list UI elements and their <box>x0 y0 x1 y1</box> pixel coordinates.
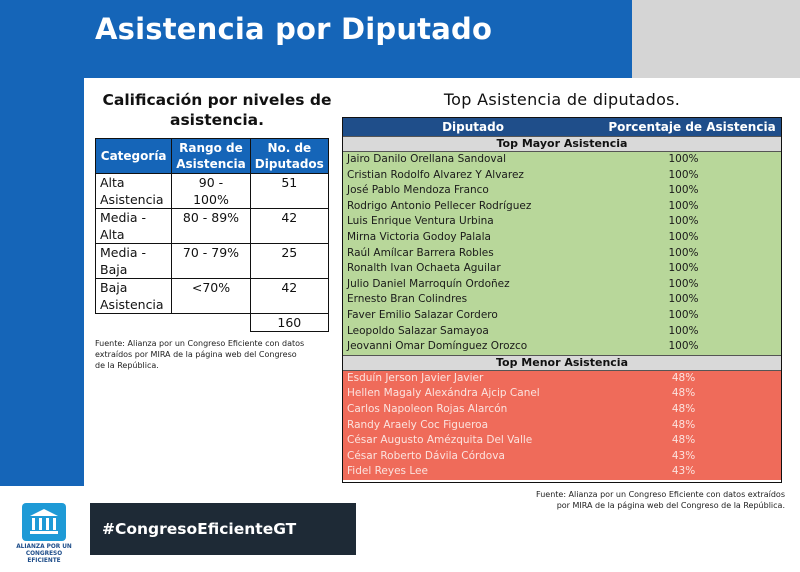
mayor-list <box>343 152 781 355</box>
calificacion-row <box>96 174 329 209</box>
table-row <box>343 402 781 418</box>
hashtag-text: #CongresoEficienteGT <box>102 520 297 538</box>
asistencia-percent: 48% <box>671 387 696 400</box>
cell-line: Media - <box>100 210 147 225</box>
top-heading: Top Asistencia de diputados. <box>443 90 681 109</box>
cell-line <box>176 226 245 243</box>
cell-line: Baja <box>100 280 128 295</box>
diputado-name: Carlos Napoleon Rojas Alarcón <box>347 402 508 415</box>
asistencia-percent: 100% <box>668 184 699 197</box>
col-header-diputado: Diputado <box>442 120 504 134</box>
asistencia-percent: 100% <box>668 168 699 181</box>
cell-line: 100% <box>193 192 229 207</box>
top-asistencia-table <box>342 117 782 483</box>
table-row <box>343 183 781 199</box>
logo-caption-line: CONGRESO EFICIENTE <box>25 551 63 564</box>
asistencia-percent: 100% <box>668 308 699 321</box>
asistencia-percent: 48% <box>671 418 696 431</box>
table-cell <box>96 279 172 314</box>
table-cell <box>172 209 250 244</box>
menor-list <box>343 371 781 480</box>
col-header-line: Rango de <box>179 141 243 155</box>
calificacion-heading-line: Calificación por niveles de <box>102 91 332 109</box>
table-row <box>343 308 781 324</box>
table-row <box>343 292 781 308</box>
cell-line <box>176 261 245 278</box>
diputado-name: Ernesto Bran Colindres <box>347 293 468 306</box>
diputado-name: César Augusto Amézquita Del Valle <box>347 434 533 447</box>
table-cell <box>172 279 250 314</box>
calificacion-row <box>96 209 329 244</box>
top-source <box>500 489 785 511</box>
table-row <box>343 449 781 465</box>
table-cell <box>96 244 172 279</box>
table-row <box>343 433 781 449</box>
source-line: de la República. <box>95 361 159 370</box>
table-row <box>343 324 781 340</box>
cell-line: 80 - 89% <box>182 210 240 225</box>
calificacion-heading-line: asistencia. <box>169 111 265 129</box>
top-header-row <box>343 118 781 136</box>
logo-caption-line: ALIANZA POR UN <box>16 544 72 550</box>
calificacion-source <box>95 338 340 371</box>
diputado-name: Jairo Danilo Orellana Sandoval <box>347 153 506 165</box>
calificacion-table <box>95 138 329 332</box>
cell-line: 70 - 79% <box>182 245 240 260</box>
asistencia-percent: 100% <box>668 230 699 243</box>
diputado-name: Julio Daniel Marroquín Ordoñez <box>347 277 510 290</box>
table-row <box>343 214 781 230</box>
col-header-line: Diputados <box>254 157 324 171</box>
diputado-name: Cristian Rodolfo Alvarez Y Alvarez <box>347 168 524 181</box>
table-row <box>343 168 781 184</box>
cell-line: Baja <box>100 262 128 277</box>
col-header-rango <box>172 139 250 174</box>
table-row <box>343 152 781 168</box>
asistencia-percent: 48% <box>671 371 696 384</box>
table-cell <box>96 209 172 244</box>
diputado-name: José Pablo Mendoza Franco <box>347 184 489 197</box>
table-row <box>343 418 781 434</box>
table-row <box>343 339 781 355</box>
source-line: Fuente: Alianza por un Congreso Eficiente con datos extraídos <box>536 490 785 499</box>
cell-line: 90 - <box>198 175 224 190</box>
col-header-line: Asistencia <box>176 157 246 171</box>
building-icon <box>22 503 66 541</box>
diputado-name: César Roberto Dávila Córdova <box>347 449 505 462</box>
source-line: Fuente: Alianza por un Congreso Eficiente con datos <box>95 339 305 348</box>
diputado-name: Luis Enrique Ventura Urbina <box>347 215 494 228</box>
diputado-name: Leopoldo Salazar Samayoa <box>347 324 489 337</box>
cell-line: <70% <box>191 280 231 295</box>
cell-line <box>176 296 245 313</box>
asistencia-percent: 100% <box>668 153 699 165</box>
alianza-logo <box>22 503 66 541</box>
asistencia-percent: 100% <box>668 246 699 259</box>
cell-line: Asistencia <box>100 192 164 207</box>
table-cell <box>172 244 250 279</box>
left-accent-bar <box>0 78 84 486</box>
col-header-line: Categoría <box>100 149 167 163</box>
calificacion-row <box>96 244 329 279</box>
empty-cell <box>96 314 172 332</box>
diputado-name: Randy Araely Coc Figueroa <box>347 418 489 431</box>
table-row <box>343 246 781 262</box>
total-cell: 160 <box>250 314 328 332</box>
asistencia-percent: 100% <box>668 293 699 306</box>
calificacion-heading <box>92 90 342 130</box>
asistencia-percent: 100% <box>668 277 699 290</box>
table-cell <box>172 174 250 209</box>
asistencia-percent: 100% <box>668 199 699 212</box>
diputado-name: Raúl Amílcar Barrera Robles <box>347 246 494 259</box>
col-header-diputados <box>250 139 328 174</box>
calificacion-row <box>96 279 329 314</box>
cell-line: Alta <box>100 227 125 242</box>
table-cell: 42 <box>250 209 328 244</box>
diputado-name: Ronalth Ivan Ochaeta Aguilar <box>347 262 501 275</box>
diputado-name: Jeovanni Omar Domínguez Orozco <box>347 340 528 353</box>
asistencia-percent: 48% <box>671 434 696 447</box>
col-header-porcentaje: Porcentaje de Asistencia <box>608 120 776 134</box>
asistencia-percent: 43% <box>671 449 696 462</box>
table-row <box>343 199 781 215</box>
diputado-name: Rodrigo Antonio Pellecer Rodríguez <box>347 199 532 212</box>
page-title: Asistencia por Diputado <box>95 12 493 46</box>
col-header-categoria <box>96 139 172 174</box>
diputado-name: Fidel Reyes Lee <box>347 465 428 478</box>
cell-line: Media - <box>100 245 147 260</box>
section-menor-label: Top Menor Asistencia <box>343 355 781 371</box>
asistencia-percent: 100% <box>668 340 699 353</box>
section-mayor-label: Top Mayor Asistencia <box>343 136 781 152</box>
logo-caption <box>10 544 78 565</box>
cell-line: Alta <box>100 175 125 190</box>
table-row <box>343 386 781 402</box>
table-row <box>343 230 781 246</box>
diputado-name: Hellen Magaly Alexándra Ajcip Canel <box>347 387 540 400</box>
asistencia-percent: 100% <box>668 215 699 228</box>
calificacion-total-row <box>96 314 329 332</box>
top-right-strip <box>632 0 800 78</box>
source-line: extraídos por MIRA de la página web del Congreso <box>95 350 297 359</box>
calificacion-header-row <box>96 139 329 174</box>
table-row <box>343 261 781 277</box>
diputado-name: Mirna Victoria Godoy Palala <box>347 230 491 243</box>
source-line: por MIRA de la página web del Congreso de la República. <box>556 501 785 510</box>
table-cell: 25 <box>250 244 328 279</box>
table-row <box>343 464 781 480</box>
table-cell: 51 <box>250 174 328 209</box>
asistencia-percent: 48% <box>671 402 696 415</box>
cell-line: Asistencia <box>100 297 164 312</box>
diputado-name: Esduín Jerson Javier Javier <box>347 371 484 384</box>
table-row <box>343 277 781 293</box>
asistencia-percent: 100% <box>668 324 699 337</box>
diputado-name: Faver Emilio Salazar Cordero <box>347 308 498 321</box>
empty-cell <box>172 314 250 332</box>
col-header-line: No. de <box>267 141 312 155</box>
table-cell: 42 <box>250 279 328 314</box>
table-row <box>343 371 781 387</box>
table-cell <box>96 174 172 209</box>
asistencia-percent: 100% <box>668 262 699 275</box>
asistencia-percent: 43% <box>671 465 696 478</box>
